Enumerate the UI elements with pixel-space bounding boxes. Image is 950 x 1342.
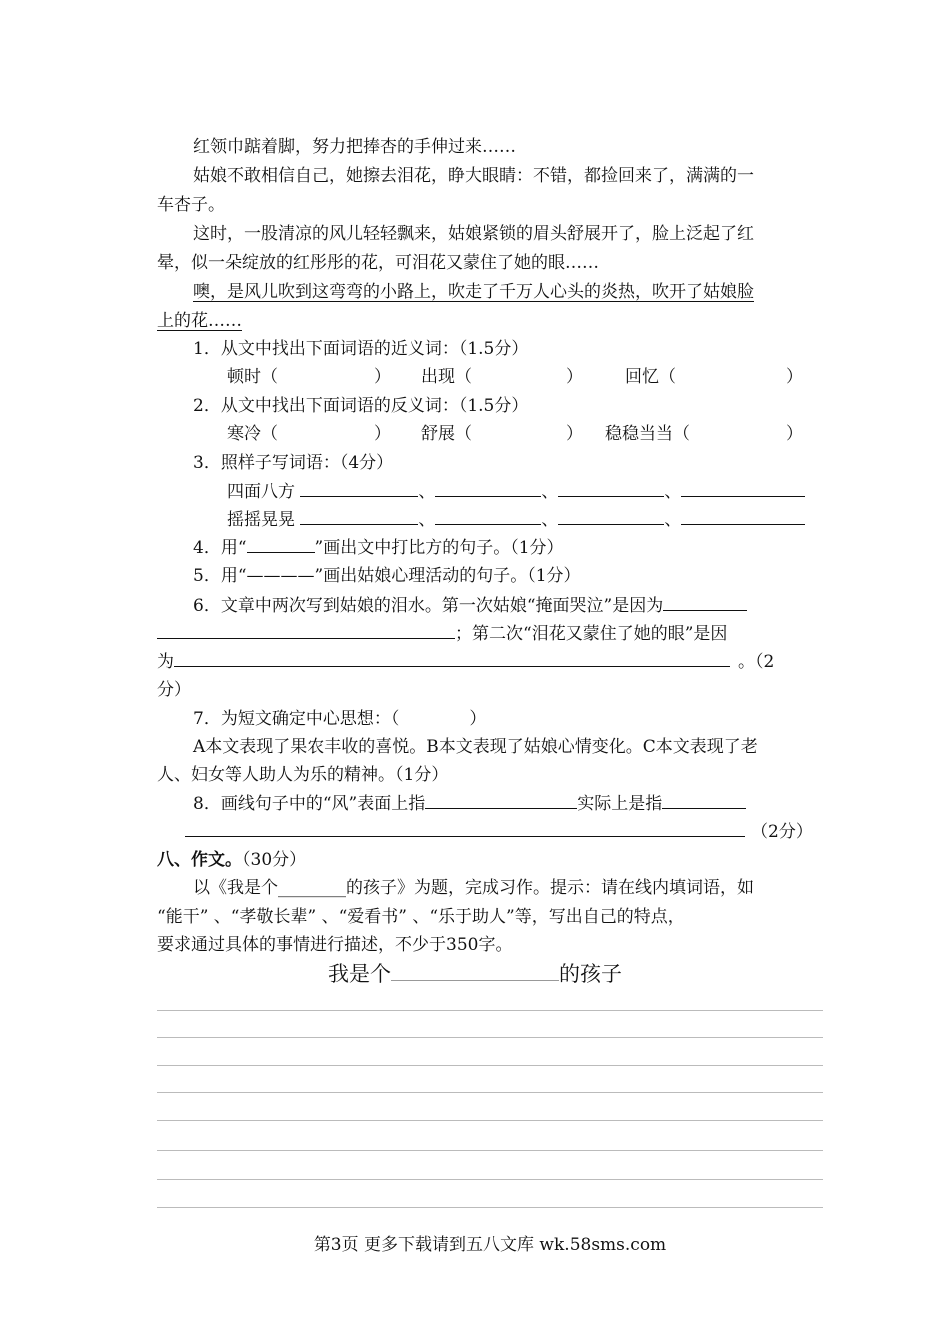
q3-r1-blank-3[interactable] <box>558 478 664 497</box>
separator: 、 <box>664 510 682 530</box>
composition-prompt-line1: 以《我是个________的孩子》为题，完成习作。提示：请在线内填词语，如 <box>193 878 754 898</box>
q3-r2-blank-4[interactable] <box>681 506 805 525</box>
q2-close-3: ） <box>786 424 803 444</box>
story-p3-line1: 这时，一股清凉的风儿轻轻飘来，姑娘紧锁的眉头舒展开了，脸上泛起了红 <box>193 224 754 244</box>
q1-close-1: ） <box>374 367 391 387</box>
section-8-title: 八、作文。 <box>157 850 242 870</box>
question-1: 1．从文中找出下面词语的近义词：（1.5分） <box>193 339 529 359</box>
question-6-line3 <box>157 648 827 676</box>
q3-r1-blank-2[interactable] <box>435 478 541 497</box>
q6-blank-1b[interactable] <box>157 620 455 639</box>
underlined-sentence-part1: 噢，是风儿吹到这弯弯的小路上，吹走了千万人心头的炎热，吹开了姑娘脸 <box>193 282 754 302</box>
composition-title-blank[interactable] <box>391 960 559 981</box>
question-7-options-line1: A本文表现了果农丰收的喜悦。B本文表现了姑娘心情变化。C本文表现了老 <box>193 737 758 757</box>
question-2-words <box>157 420 897 448</box>
q3-example-2: 摇摇晃晃 <box>227 510 295 530</box>
q8-blank-1[interactable] <box>425 790 577 809</box>
story-p3-line2: 晕，似一朵绽放的红彤彤的花，可泪花又蒙住了她的眼…… <box>157 253 599 273</box>
q7-text: 7．为短文确定中心思想：（ <box>193 709 400 729</box>
writing-line[interactable] <box>157 1179 823 1180</box>
q7-close: ） <box>469 709 487 729</box>
writing-line[interactable] <box>157 1207 823 1208</box>
q1-word-3: 回忆（ <box>625 367 676 387</box>
q1-word-2: 出现（ <box>421 367 472 387</box>
question-7 <box>157 705 863 733</box>
q6-text-d: 。（2 <box>738 652 775 672</box>
writing-line[interactable] <box>157 1065 823 1066</box>
question-8-line2 <box>157 818 855 846</box>
story-p2-line2: 车杏子。 <box>157 195 225 215</box>
question-8-line1 <box>157 790 863 818</box>
story-p4-line1 <box>157 278 863 306</box>
story-p2-line1: 姑娘不敢相信自己，她擦去泪花，睁大眼睛：不错，都捡回来了，满满的一 <box>193 166 754 186</box>
q6-text-b: ；第二次“泪花又蒙住了她的眼”是因 <box>455 624 728 644</box>
q3-r2-blank-3[interactable] <box>558 506 664 525</box>
question-7-options-line2: 人、妇女等人助人为乐的精神。（1分） <box>157 765 449 785</box>
q4-underline-sample <box>247 536 315 553</box>
question-5: 5．用“————”画出姑娘心理活动的句子。（1分） <box>193 566 581 586</box>
page-footer: 第3页 更多下载请到五八文库 wk.58sms.com <box>313 1235 667 1255</box>
separator: 、 <box>541 510 559 530</box>
section-8-heading <box>157 846 827 874</box>
q8-text-a: 8．画线句子中的“风”表面上指 <box>193 794 426 814</box>
q8-text-c: （2分） <box>751 822 813 842</box>
q1-close-3: ） <box>786 367 803 387</box>
q2-word-1: 寒冷（ <box>227 424 278 444</box>
q2-close-2: ） <box>566 424 583 444</box>
q2-close-1: ） <box>374 424 391 444</box>
composition-title-a: 我是个 <box>328 962 391 986</box>
q1-close-2: ） <box>566 367 583 387</box>
q1-word-1: 顿时（ <box>227 367 278 387</box>
writing-line[interactable] <box>157 1092 823 1093</box>
q3-r2-blank-1[interactable] <box>300 506 418 525</box>
question-6-line1 <box>157 592 863 620</box>
writing-line[interactable] <box>157 1150 823 1151</box>
q6-blank-2[interactable] <box>174 648 730 667</box>
underlined-sentence-part2: 上的花…… <box>157 311 242 331</box>
q6-text-a: 6．文章中两次写到姑娘的泪水。第一次姑娘“掩面哭泣”是因为 <box>193 596 664 616</box>
q2-word-3: 稳稳当当（ <box>605 424 690 444</box>
q3-r1-blank-4[interactable] <box>681 478 805 497</box>
writing-line[interactable] <box>157 1037 823 1038</box>
q2-word-2: 舒展（ <box>421 424 472 444</box>
composition-prompt-line2: “能干” 、“孝敬长辈” 、“爱看书” 、“乐于助人”等，写出自己的特点， <box>157 907 685 927</box>
story-p4-line2 <box>157 307 827 335</box>
question-4 <box>157 534 863 562</box>
question-1-words <box>157 363 897 391</box>
separator: 、 <box>418 510 436 530</box>
q8-blank-2a[interactable] <box>662 790 746 809</box>
question-3: 3．照样子写词语：（4分） <box>193 453 394 473</box>
composition-prompt-line3: 要求通过具体的事情进行描述，不少于350字。 <box>157 935 513 955</box>
question-6-line2 <box>157 620 827 648</box>
question-3-row-2 <box>157 506 897 534</box>
separator: 、 <box>541 482 559 502</box>
question-6-line4: 分） <box>157 680 191 700</box>
writing-line[interactable] <box>157 1120 823 1121</box>
q3-r1-blank-1[interactable] <box>300 478 418 497</box>
q4-text-b: ”画出文中打比方的句子。（1分） <box>314 538 564 558</box>
q3-r2-blank-2[interactable] <box>435 506 541 525</box>
q8-blank-2b[interactable] <box>185 818 745 837</box>
q6-blank-1a[interactable] <box>663 592 747 611</box>
question-2: 2．从文中找出下面词语的反义词：（1.5分） <box>193 396 529 416</box>
separator: 、 <box>418 482 436 502</box>
story-p1: 红领巾踮着脚，努力把捧杏的手伸过来…… <box>193 137 516 157</box>
q8-text-b: 实际上是指 <box>577 794 663 814</box>
section-8-score: （30分） <box>242 850 307 870</box>
composition-title <box>0 958 950 988</box>
question-3-row-1 <box>157 478 897 506</box>
separator: 、 <box>664 482 682 502</box>
q6-text-c: 为 <box>157 652 174 672</box>
q4-text-a: 4．用“ <box>193 538 247 558</box>
composition-title-b: 的孩子 <box>559 962 622 986</box>
writing-line[interactable] <box>157 1010 823 1011</box>
q3-example-1: 四面八方 <box>227 482 295 502</box>
